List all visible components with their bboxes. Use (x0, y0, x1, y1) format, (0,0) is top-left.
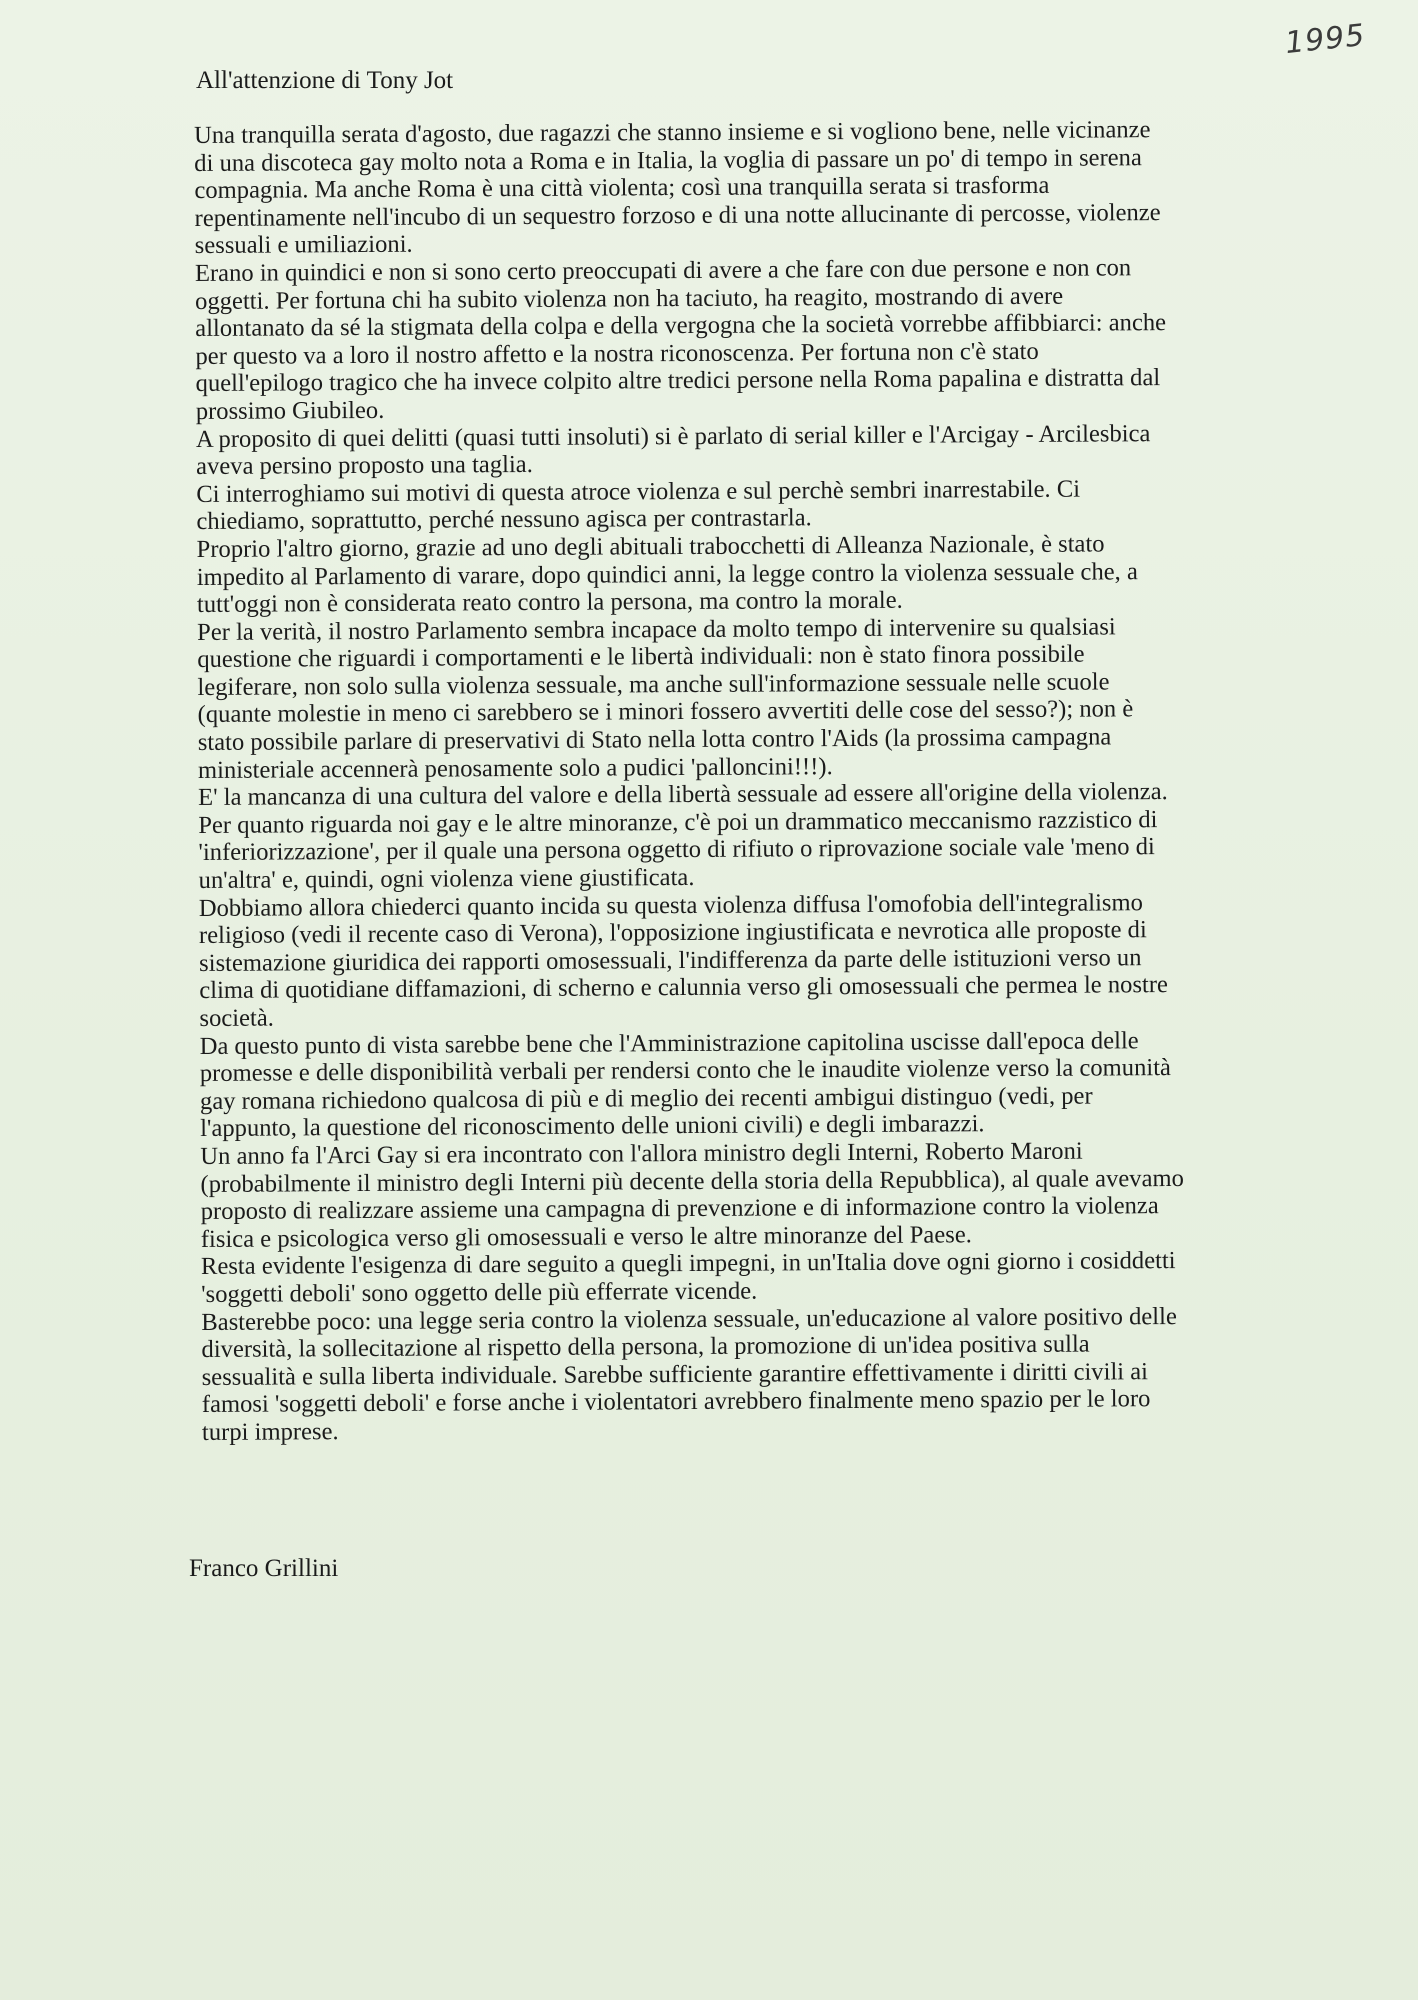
body-line: chiediamo, soprattutto, perché nessuno agisca per contrastarla. (196, 504, 812, 536)
salutation: All'attenzione di Tony Jot (196, 67, 454, 94)
body-line: Dobbiamo allora chiederci quanto incida su questa violenza diffusa l'omofobia dell'integralismo (198, 888, 1143, 922)
body-line: Erano in quindici e non si sono certo preoccupati di avere a che fare con due persone e non con (194, 254, 1132, 287)
body-line: prossimo Giubileo. (195, 396, 385, 425)
body-line: quell'epilogo tragico che ha invece colpito altre tredici persone nella Roma papalina e distratta dal (195, 364, 1161, 398)
body-line: gay romana richiedono qualcosa di più e di meglio dei recenti ambigui distinguo (vedi, per (199, 1082, 1093, 1115)
body-line: sessualità e sulla liberta individuale. Sarebbe sufficiente garantire effettivamente i diritti civili ai (201, 1357, 1149, 1391)
body-line: Basterebbe poco: una legge seria contro la violenza sessuale, un'educazione al valore positivo delle (201, 1302, 1177, 1336)
body-line: sistemazione giuridica dei rapporti omosessuali, l'indifferenza da parte delle istituzioni verso un (199, 944, 1142, 977)
body-line: religioso (vedi il recente caso di Verona), l'opposizione ingiustificata e nevrotica alle proposte di (198, 916, 1147, 950)
body-line: repentinamente nell'incubo di un sequestro forzoso e di una notte allucinante di percosse, violenze (194, 198, 1161, 232)
body-line: tutt'oggi non è considerata reato contro la persona, ma contro la morale. (196, 586, 903, 619)
body-line: allontanato da sé la stigmata della colpa e della vergogna che la società vorrebbe affibbiarci: anche (195, 309, 1167, 343)
body-line: per questo va a loro il nostro affetto e la nostra riconoscenza. Per fortuna non c'è stato (195, 337, 1039, 370)
body-line: famosi 'soggetti deboli' e forse anche i violentatori avrebbero finalmente meno spazio per le loro (201, 1385, 1151, 1419)
body-line: sessuali e umiliazioni. (194, 231, 413, 260)
body-line: l'appunto, la questione del riconoscimento delle unioni civili) e degli imbarazzi. (200, 1110, 985, 1143)
body-line: 'soggetti deboli' sono oggetto delle più efferrate vicende. (201, 1277, 758, 1308)
body-line: ministeriale accennerà penosamente solo a pudici 'palloncini!!!). (197, 752, 833, 784)
body-line: compagnia. Ma anche Roma è una città violenta; così una tranquilla serata si trasforma (194, 171, 1050, 205)
letter-body (194, 115, 1352, 1447)
body-line: Ci interroghiamo sui motivi di questa atroce violenza e sul perchè sembri inarrestabile. Ci (196, 475, 1081, 508)
signature: Franco Grillini (189, 1555, 339, 1582)
body-line: A proposito di quei delitti (quasi tutti insoluti) si è parlato di serial killer e l'Arcigay - Arcilesbica (195, 419, 1151, 453)
body-line: Per quanto riguarda noi gay e le altre minoranze, c'è poi un drammatico meccanismo razzistico di (198, 805, 1158, 839)
body-line: turpi imprese. (201, 1418, 339, 1446)
body-line: diversità, la sollecitazione al rispetto della persona, la promozione di un'idea positiva sulla (201, 1330, 1090, 1364)
body-line: clima di quotidiane diffamazioni, di scherno e calunnia verso gli omosessuali che permea le nostre (199, 971, 1169, 1005)
body-line: Una tranquilla serata d'agosto, due ragazzi che stanno insieme e si vogliono bene, nelle vicinanze (194, 116, 1151, 149)
body-line: Proprio l'altro giorno, grazie ad uno degli abituali trabocchetti di Alleanza Nazionale, è stato (196, 530, 1105, 563)
body-line: fisica e psicologica verso gli omosessuali e verso le altre minoranze del Paese. (200, 1221, 972, 1253)
body-line: Da questo punto di vista sarebbe bene che l'Amministrazione capitolina uscisse dall'epoca delle (199, 1026, 1139, 1060)
body-line: proposto di realizzare assieme una campagna di prevenzione e di informazione contro la violenza (200, 1192, 1159, 1226)
body-line: legiferare, non solo sulla violenza sessuale, ma anche sull'informazione sessuale nelle scuole (197, 668, 1110, 701)
body-line: un'altra' e, quindi, ogni violenza viene giustificata. (198, 863, 695, 895)
body-line: E' la mancanza di una cultura del valore e della libertà sessuale ad essere all'origine della violenza. (198, 778, 1168, 812)
body-line: aveva persino proposto una taglia. (196, 451, 533, 481)
body-line: società. (199, 1004, 274, 1032)
body-line: stato possibile parlare di preservativi di Stato nella lotta contro l'Aids (la prossima campagna (197, 723, 1112, 757)
body-line: oggetti. Per fortuna chi ha subito violenza non ha taciuto, ha reagito, mostrando di avere (195, 282, 1064, 315)
body-line: Resta evidente l'esigenza di dare seguito a quegli impegni, in un'Italia dove ogni giorno i cosiddetti (200, 1247, 1176, 1281)
body-line: Per la verità, il nostro Parlamento sembra incapace da molto tempo di intervenire su qualsiasi (197, 613, 1116, 646)
body-line: 'inferiorizzazione', per il quale una persona oggetto di rifiuto o riprovazione sociale vale 'meno di (198, 833, 1155, 867)
body-line: questione che riguardi i comportamenti e le libertà individuali: non è stato finora possibile (197, 640, 1085, 674)
body-line: promesse e delle disponibilità verbali per rendersi conto che le inaudite violenze verso la comunità (199, 1054, 1172, 1088)
body-line: (quante molestie in meno ci sarebbero se i minori fossero avvertiti delle cose del sesso?); non è (197, 695, 1134, 729)
handwritten-year-note: 1995 (1283, 17, 1367, 62)
body-line: Un anno fa l'Arci Gay si era incontrato con l'allora ministro degli Interni, Roberto Maroni (200, 1137, 1083, 1170)
body-line: di una discoteca gay molto nota a Roma e in Italia, la voglia di passare un po' di tempo in serena (194, 143, 1142, 177)
body-line: (probabilmente il ministro degli Interni più decente della storia della Repubblica), al quale avevamo (200, 1164, 1184, 1198)
body-line: impedito al Parlamento di varare, dopo quindici anni, la legge contro la violenza sessuale che, a (196, 557, 1138, 591)
